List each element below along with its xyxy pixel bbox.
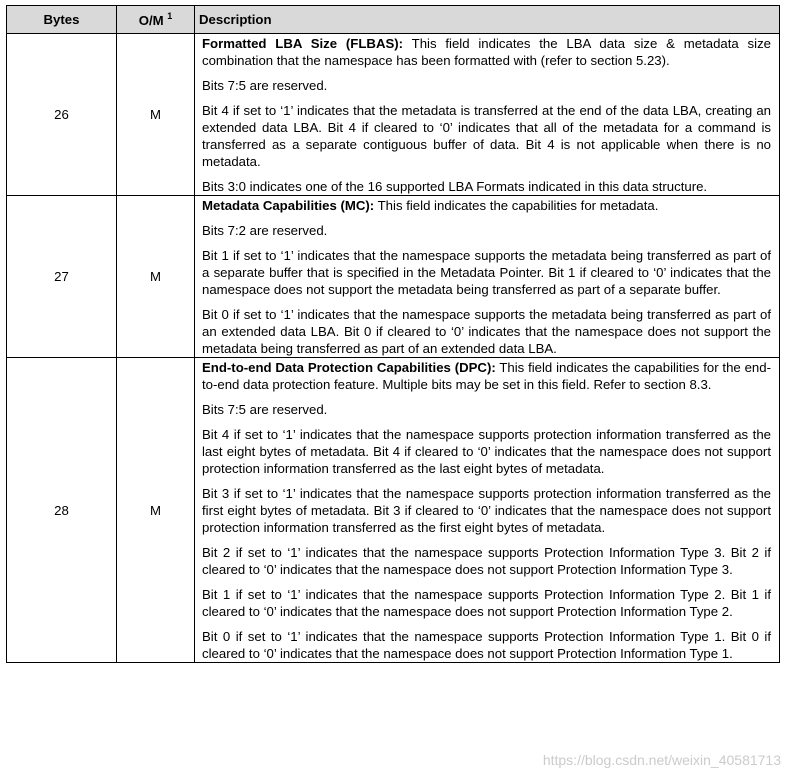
description-paragraph: [202, 197, 771, 214]
description-cell: [195, 358, 780, 663]
table-row: [7, 34, 780, 196]
paragraph-text: This field indicates the capabilities for metadata.: [374, 198, 659, 213]
bytes-cell: 27: [7, 196, 117, 358]
description-paragraph: Bit 4 if set to ‘1’ indicates that the namespace supports protection information transferred as the last eight bytes of metadata. Bit 4 if cleared to ‘0’ indicates that the namespace does not support protection information transferred as the last eight bytes of metadata.: [202, 427, 771, 476]
paragraph-text: This field indicates the LBA data size & metadata size combination that the namespace has been formatted with (refer to section 5.23).: [202, 36, 771, 68]
description-cell: [195, 196, 780, 358]
header-om-footnote: 1: [167, 11, 173, 21]
om-cell: M: [117, 196, 195, 358]
header-bytes: Bytes: [7, 6, 117, 34]
paragraph-text: This field indicates the capabilities for the end-to-end data protection feature. Multiple bits may be set in this field. Refer to section 8.3.: [202, 360, 771, 392]
om-cell: M: [117, 34, 195, 196]
description-paragraph: [202, 35, 771, 69]
field-name: Formatted LBA Size (FLBAS):: [202, 36, 404, 51]
description-paragraph: [202, 359, 771, 393]
description-paragraph: Bit 1 if set to ‘1’ indicates that the namespace supports the metadata being transferred as part of a separate buffer that is specified in the Metadata Pointer. Bit 1 if cleared to ‘0’ indicates that the namespace does not support the metadata being transferred as part of a separate buffer.: [202, 248, 771, 297]
header-description: Description: [195, 6, 780, 34]
description-paragraph: Bit 0 if set to ‘1’ indicates that the namespace supports the metadata being transferred as part of an extended data LBA. Bit 0 if cleared to ‘0’ indicates that the namespace does not support the metadata being transferred as part of an extended data LBA.: [202, 307, 771, 356]
description-paragraph: Bit 0 if set to ‘1’ indicates that the namespace supports Protection Information Type 1. Bit 0 if cleared to ‘0’ indicates that the namespace does not support Protection Information Type 1.: [202, 629, 771, 661]
om-cell: M: [117, 358, 195, 663]
description-paragraph: Bit 3 if set to ‘1’ indicates that the namespace supports protection information transferred as the first eight bytes of metadata. Bit 3 if cleared to ‘0’ indicates that the namespace does not support protection information transferred as the first eight bytes of metadata.: [202, 486, 771, 535]
bytes-cell: 28: [7, 358, 117, 663]
description-paragraph: Bit 4 if set to ‘1’ indicates that the metadata is transferred at the end of the data LBA, creating an extended data LBA. Bit 4 if cleared to ‘0’ indicates that all of the metadata for a command is transferred as a separate contiguous buffer of data. Bit 4 is not applicable when there is no metadata.: [202, 103, 771, 169]
bytes-cell: 26: [7, 34, 117, 196]
description-paragraph: Bits 7:5 are reserved.: [202, 402, 328, 417]
description-paragraph: Bits 3:0 indicates one of the 16 supported LBA Formats indicated in this data structure.: [202, 179, 708, 194]
field-name: Metadata Capabilities (MC):: [202, 198, 375, 213]
description-paragraph: Bits 7:2 are reserved.: [202, 223, 328, 238]
spec-table: [6, 5, 780, 663]
table-row: [7, 196, 780, 358]
description-paragraph: Bits 7:5 are reserved.: [202, 78, 328, 93]
description-paragraph: Bit 2 if set to ‘1’ indicates that the namespace supports Protection Information Type 3. Bit 2 if cleared to ‘0’ indicates that the namespace does not support Protection Information Type 3.: [202, 545, 771, 577]
table-row: [7, 358, 780, 663]
watermark: https://blog.csdn.net/weixin_40581713: [542, 752, 781, 768]
description-cell: [195, 34, 780, 196]
header-om: [117, 6, 195, 34]
description-paragraph: Bit 1 if set to ‘1’ indicates that the namespace supports Protection Information Type 2. Bit 1 if cleared to ‘0’ indicates that the namespace does not support Protection Information Type 2.: [202, 587, 771, 619]
header-row: [7, 6, 780, 34]
header-om-label: O/M: [138, 13, 164, 28]
field-name: End-to-end Data Protection Capabilities (DPC):: [202, 360, 496, 375]
